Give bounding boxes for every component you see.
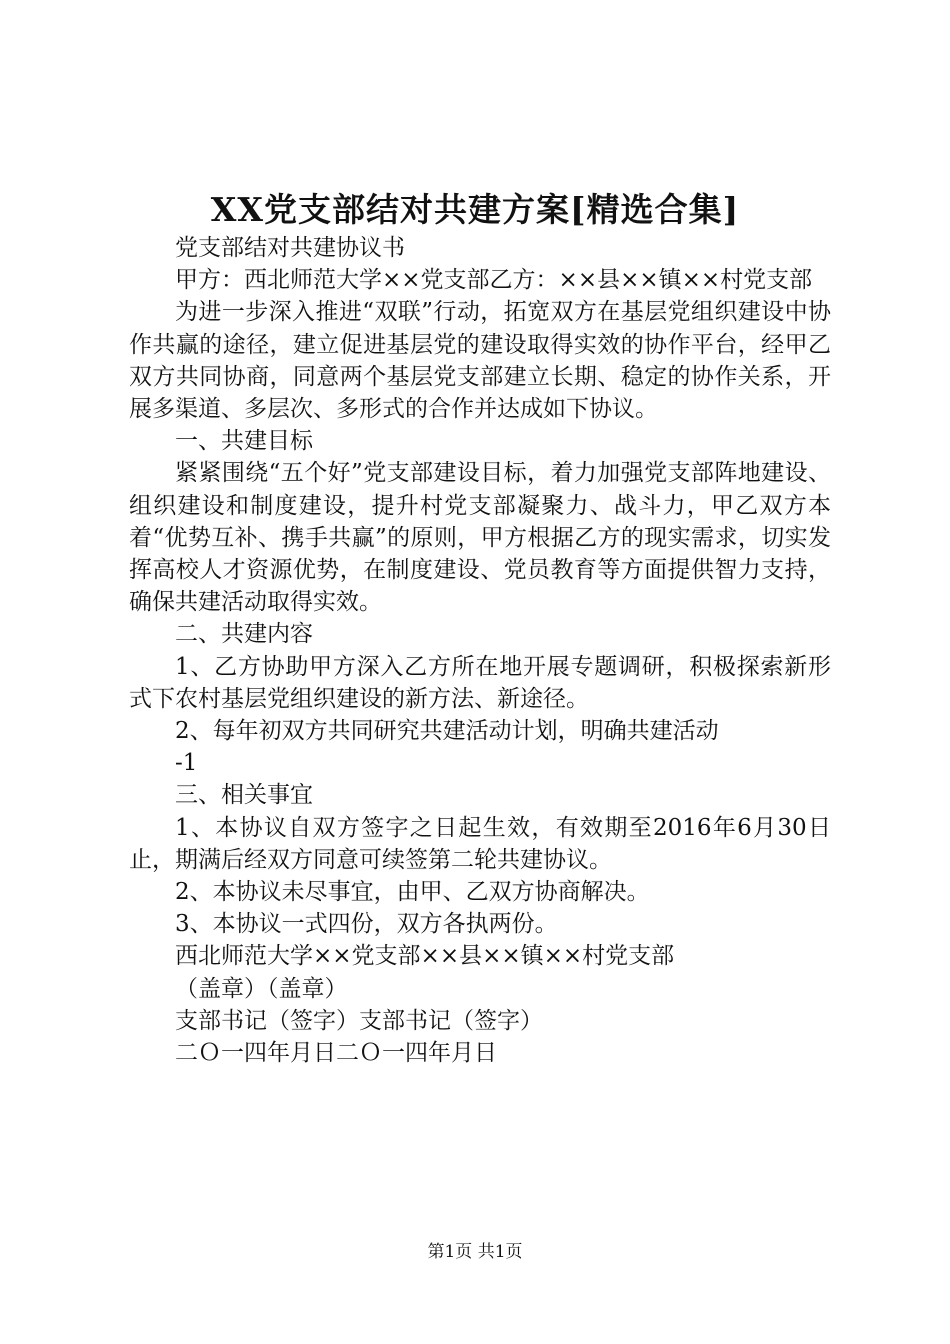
signature-dates: 二Ｏ一四年月日二Ｏ一四年月日 — [175, 1040, 497, 1067]
paragraph-matters-item-2: 2、本协议未尽事宜，由甲、乙双方协商解决。 — [175, 879, 650, 906]
paragraph-preamble: 为进一步深入推进“双联”行动，拓宽双方在基层党组织建设中协作共赢的途径，建立促进基层党的建设取得实效的协作平台，经甲乙双方共同协商，同意两个基层党支部建立长期、稳定的协作关系，开展多渠道、多层次、多形式的合作并达成如下协议。 — [129, 299, 831, 423]
page-footer: 第1页 共1页 — [427, 1242, 523, 1262]
paragraph-parties: 甲方：西北师范大学××党支部乙方：××县××镇××村党支部 — [175, 267, 813, 294]
signature-parties: 西北师范大学××党支部××县××镇××村党支部 — [175, 943, 675, 970]
paragraph-matters-item-3: 3、本协议一式四份，双方各执两份。 — [175, 911, 558, 938]
paragraph-agreement-heading: 党支部结对共建协议书 — [175, 235, 405, 261]
section-heading-matters: 三、相关事宜 — [175, 782, 313, 809]
paragraph-content-item-2: 2、每年初双方共同研究共建活动计划，明确共建活动 — [175, 718, 719, 745]
section-heading-goals: 一、共建目标 — [175, 428, 313, 455]
document-title: XX党支部结对共建方案[精选合集] — [210, 190, 740, 229]
paragraph-goals: 紧紧围绕“五个好”党支部建设目标，着力加强党支部阵地建设、组织建设和制度建设，提升村党支部凝聚力、战斗力，甲乙双方本着“优势互补、携手共赢”的原则，甲方根据乙方的现实需求，切实发挥高校人才资源优势，在制度建设、党员教育等方面提供智力支持，确保共建活动取得实效。 — [129, 460, 831, 616]
paragraph-content-item-1: 1、乙方协助甲方深入乙方所在地开展专题调研，积极探索新形式下农村基层党组织建设的新方法、新途径。 — [129, 653, 831, 712]
page-marker: -1 — [175, 750, 198, 777]
signature-secretaries: 支部书记（签字）支部书记（签字） — [175, 1007, 543, 1034]
section-heading-content: 二、共建内容 — [175, 621, 313, 648]
paragraph-matters-item-1: 1、本协议自双方签字之日起生效，有效期至2016年6月30日止，期满后经双方同意可续签第二轮共建协议。 — [129, 814, 831, 873]
document-body — [129, 232, 831, 1069]
signature-seals: （盖章）（盖章） — [175, 975, 348, 1002]
